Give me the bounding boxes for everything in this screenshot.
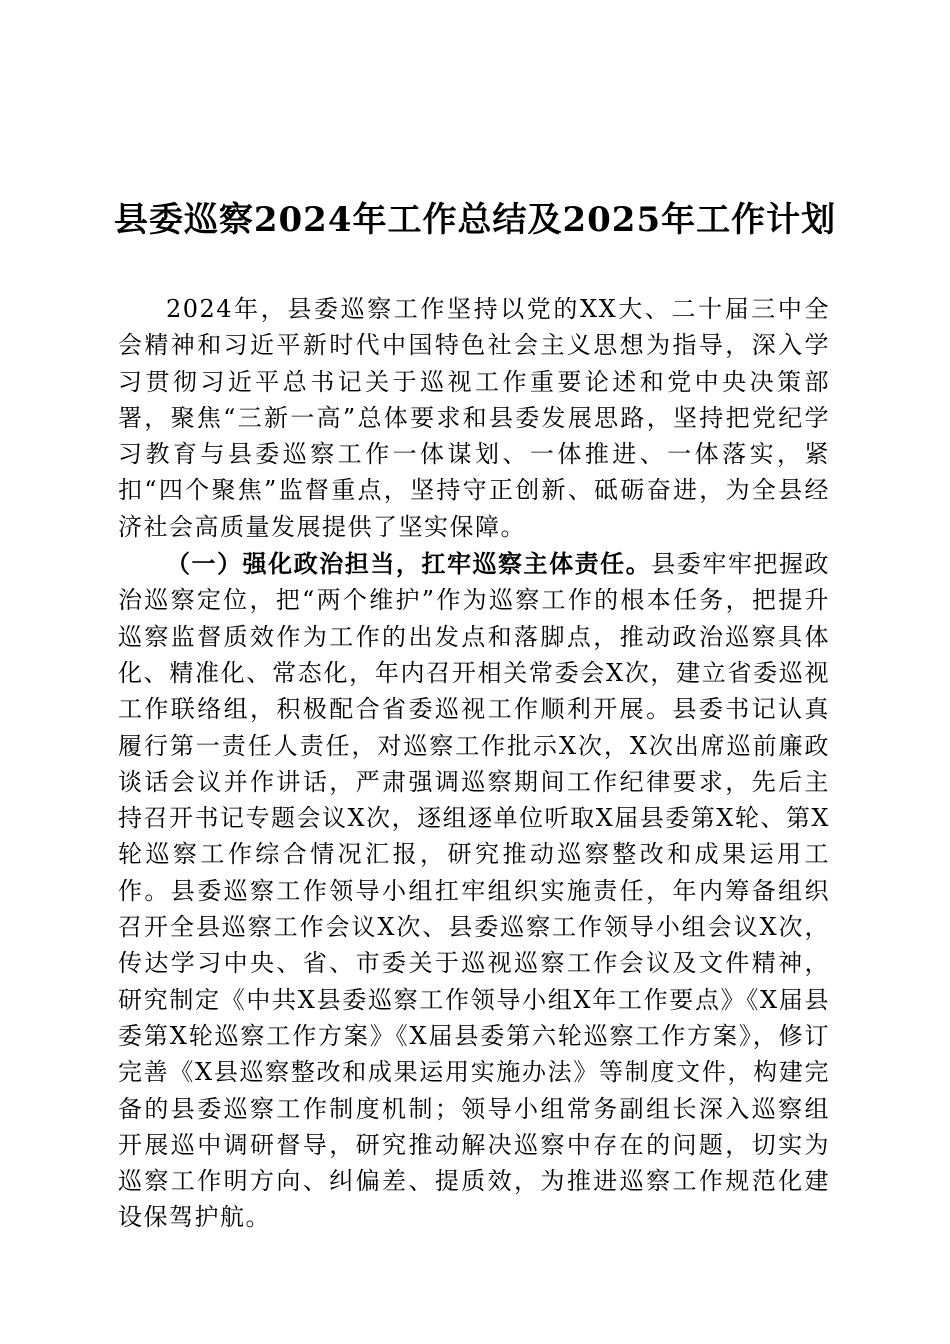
section-1-heading: （一）强化政治担当，扛牢巡察主体责任。 <box>166 549 652 579</box>
section-1-body: 县委牢牢把握政治巡察定位，把“两个维护”作为巡察工作的根本任务，把提升巡察监督质效作为工作的出发点和落脚点，推动政治巡察具体化、精准化、常态化，年内召开相关常委会X次，建立省委巡视工作联络组，积极配合省委巡视工作顺利开展。县委书记认真履行第一责任人责任，对巡察工作批示X次，X次出席巡前廉政谈话会议并作讲话，严肃强调巡察期间工作纪律要求，先后主持召开书记专题会议X次，逐组逐单位听取X届县委第X轮、第X轮巡察工作综合情况汇报，研究推动巡察整改和成果运用工作。县委巡察工作领导小组扛牢组织实施责任，年内筹备组织召开全县巡察工作会议X次、县委巡察工作领导小组会议X次，传达学习中央、省、市委关于巡视巡察工作会议及文件精神，研究制定《中共X县委巡察工作领导小组X年工作要点》《X届县委第X轮巡察工作方案》《X届县委第六轮巡察工作方案》，修订完善《X县巡察整改和成果运用实施办法》等制度文件，构建完备的县委巡察工作制度机制；领导小组常务副组长深入巡察组开展巡中调研督导，研究推动解决巡察中存在的问题，切实为巡察工作明方向、纠偏差、提质效，为推进巡察工作规范化建设保驾护航。 <box>118 550 831 1232</box>
intro-paragraph: 2024年，县委巡察工作坚持以党的XX大、二十届三中全会精神和习近平新时代中国特色社会主义思想为指导，深入学习贯彻习近平总书记关于巡视工作重要论述和党中央决策部署，聚焦“三新一高”总体要求和县委发展思路，坚持把党纪学习教育与县委巡察工作一体谋划、一体推进、一体落实，紧扣“四个聚焦”监督重点，坚持守正创新、砥砺奋进，为全县经济社会高质量发展提供了坚实保障。 <box>118 295 830 541</box>
section-1-paragraph <box>118 546 830 1236</box>
document-body <box>118 291 830 1236</box>
document-title: 县委巡察2024年工作总结及2025年工作计划 <box>113 200 837 240</box>
